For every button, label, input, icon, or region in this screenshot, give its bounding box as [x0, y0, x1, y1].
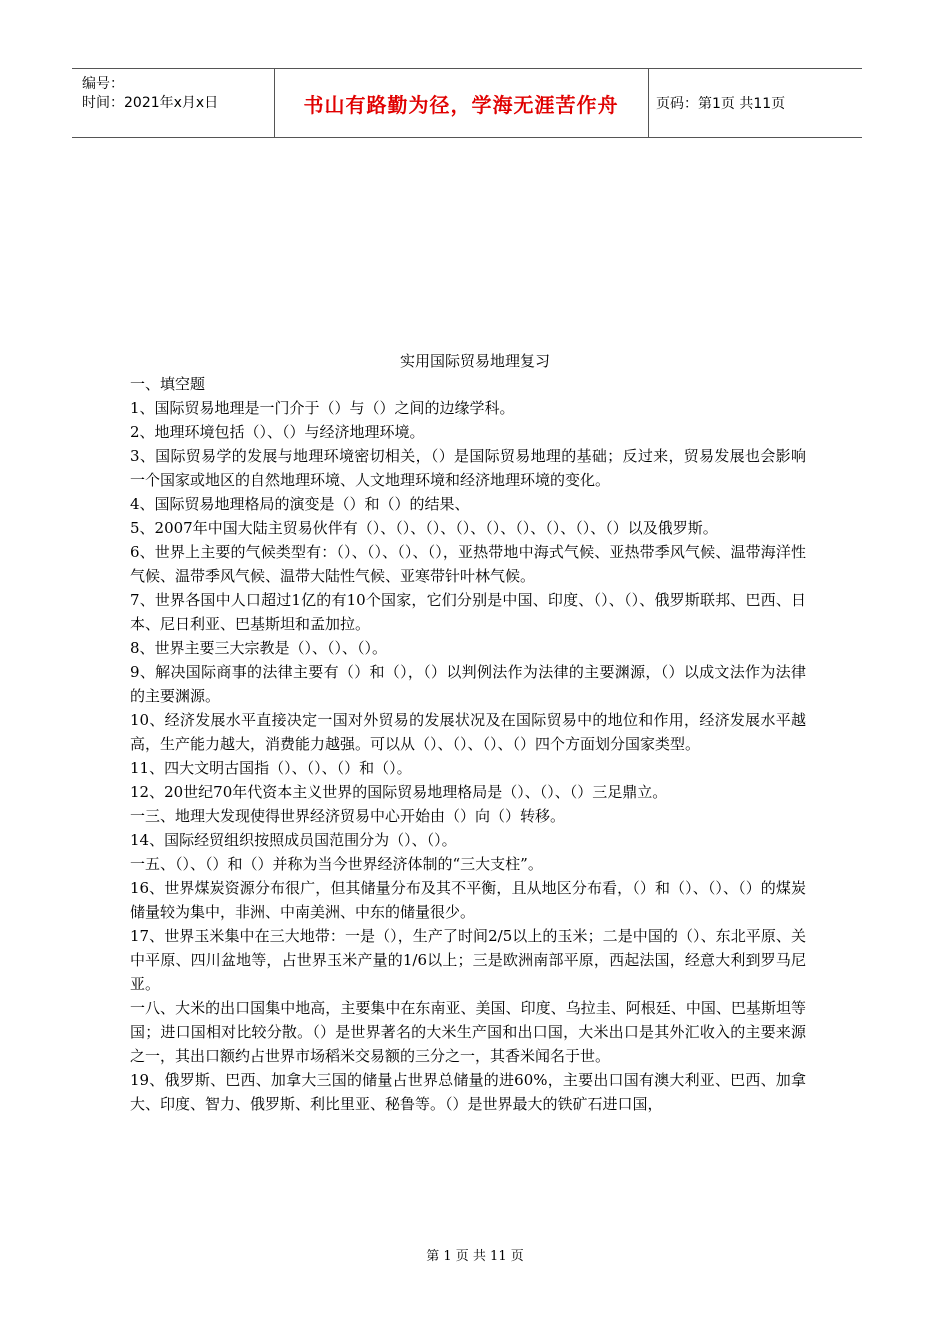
header-page-cell [648, 69, 862, 137]
question-item: 9、解决国际商事的法律主要有（）和（），（）以判例法作为法律的主要渊源，（）以成文法作为法律的主要渊源。 [130, 663, 806, 705]
page-info: 页码：第1页 共11页 [656, 96, 786, 112]
header-table [72, 68, 862, 138]
question-item: 5、2007年中国大陆主贸易伙伴有（）、（）、（）、（）、（）、（）、（）、（）、（）以及俄罗斯。 [130, 519, 718, 537]
question-item: 3、国际贸易学的发展与地理环境密切相关，（）是国际贸易地理的基础；反过来，贸易发展也会影响一个国家或地区的自然地理环境、人文地理环境和经济地理环境的变化。 [130, 447, 806, 489]
document-body [130, 372, 806, 1116]
document-title: 实用国际贸易地理复习 [399, 352, 550, 370]
motto-text: 书山有路勤为径，学海无涯苦作舟 [303, 92, 619, 117]
page-footer: 第 1 页 共 11 页 [426, 1249, 524, 1264]
question-item: 4、国际贸易地理格局的演变是（）和（）的结果、 [130, 495, 470, 513]
question-item: 1、国际贸易地理是一门介于（）与（）之间的边缘学科。 [130, 399, 515, 417]
question-item: 10、经济发展水平直接决定一国对外贸易的发展状况及在国际贸易中的地位和作用，经济发展水平越高，生产能力越大，消费能力越强。可以从（）、（）、（）、（）四个方面划分国家类型。 [130, 711, 806, 753]
question-item: 7、世界各国中人口超过1亿的有10个国家，它们分别是中国、印度、（）、（）、俄罗斯联邦、巴西、日本、尼日利亚、巴基斯坦和孟加拉。 [130, 591, 806, 633]
document-number-label: 编号： [82, 76, 124, 92]
header-meta-cell [72, 69, 275, 137]
question-item: 6、世界上主要的气候类型有：（）、（）、（）、（），亚热带地中海式气候、亚热带季风气候、温带海洋性气候、温带季风气候、温带大陆性气候、亚寒带针叶林气候。 [130, 543, 806, 585]
section-heading: 一、填空题 [130, 375, 206, 393]
question-item: 17、世界玉米集中在三大地带：一是（），生产了时间2/5以上的玉米；二是中国的（）、东北平原、关中平原、四川盆地等，占世界玉米产量的1/6以上；三是欧洲南部平原，西起法国，经意大利到罗马尼亚。 [130, 927, 806, 993]
document-time-label: 时间：2021年x月x日 [82, 95, 219, 111]
header-motto-cell [274, 69, 649, 137]
question-item: 2、地理环境包括（）、（）与经济地理环境。 [130, 423, 425, 441]
question-item: 一五、（）、（）和（）并称为当今世界经济体制的“三大支柱”。 [130, 855, 543, 873]
question-item: 19、俄罗斯、巴西、加拿大三国的储量占世界总储量的进60%，主要出口国有澳大利亚、巴西、加拿大、印度、智力、俄罗斯、利比里亚、秘鲁等。（）是世界最大的铁矿石进口国， [130, 1071, 806, 1113]
question-item: 16、世界煤炭资源分布很广，但其储量分布及其不平衡，且从地区分布看，（）和（）、（）、（）的煤炭储量较为集中，非洲、中南美洲、中东的储量很少。 [130, 879, 806, 921]
question-item: 8、世界主要三大宗教是（）、（）、（）。 [130, 639, 388, 657]
question-item: 一三、地理大发现使得世界经济贸易中心开始由（）向（）转移。 [130, 807, 566, 825]
question-item: 12、20世纪70年代资本主义世界的国际贸易地理格局是（）、（）、（）三足鼎立。 [130, 783, 668, 801]
question-item: 11、四大文明古国指（）、（）、（）和（）。 [130, 759, 412, 777]
question-item: 14、国际经贸组织按照成员国范围分为（）、（）。 [130, 831, 457, 849]
question-item: 一八、大米的出口国集中地高，主要集中在东南亚、美国、印度、乌拉圭、阿根廷、中国、巴基斯坦等国；进口国相对比较分散。（）是世界著名的大米生产国和出口国，大米出口是其外汇收入的主要来源之一，其出口额约占世界市场稻米交易额的三分之一，其香米闻名于世。 [130, 999, 806, 1065]
